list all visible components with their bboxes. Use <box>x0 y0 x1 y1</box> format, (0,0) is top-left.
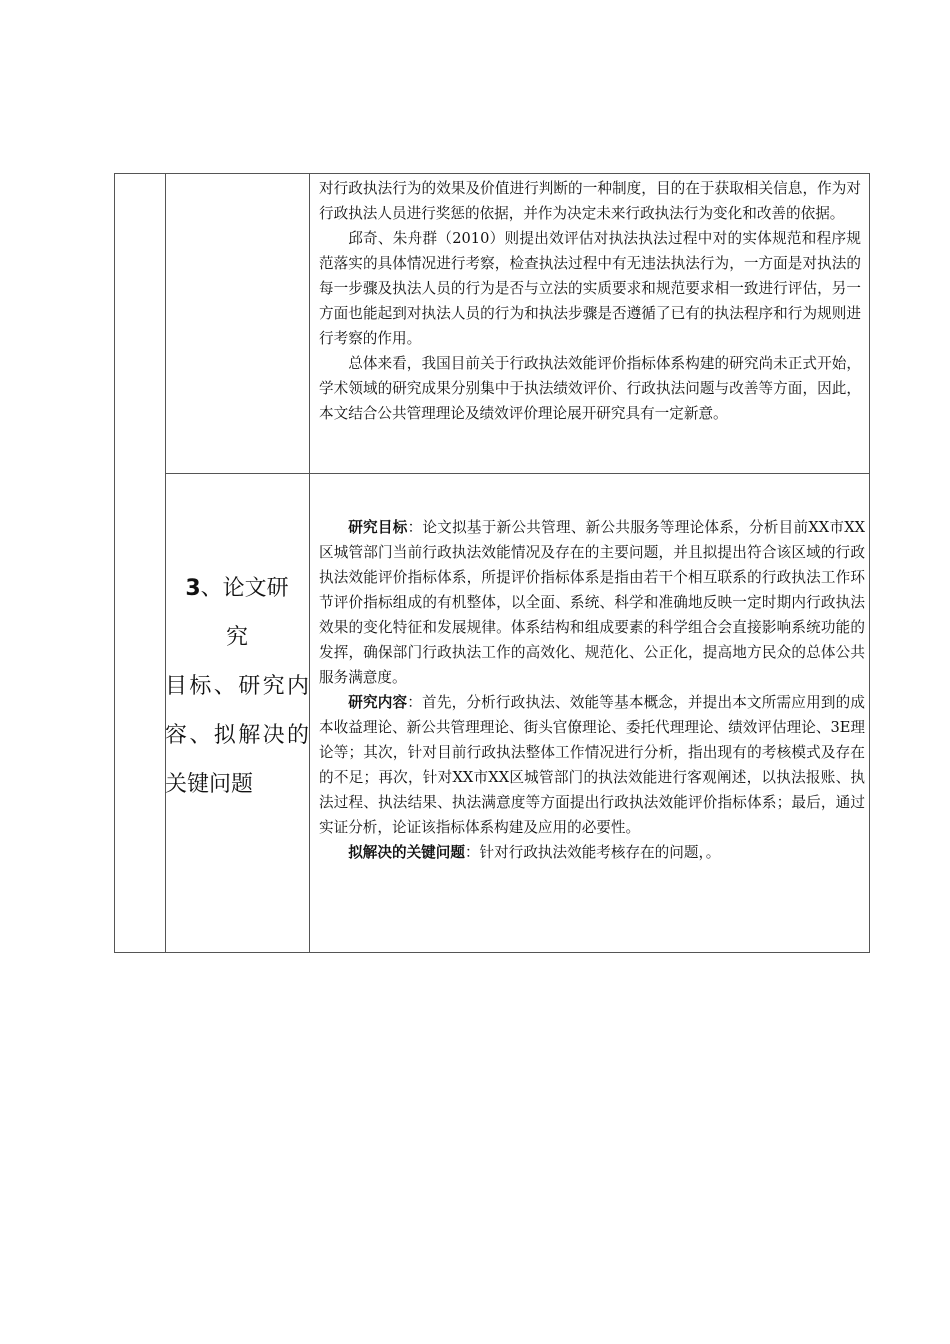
literature-review-cell <box>319 176 861 426</box>
research-goal-paragraph: 研究目标：论文拟基于新公共管理、新公共服务等理论体系，分析目前XX市XX区城管部门当前行政执法效能情况及存在的主要问题，并且拟提出符合该区域的行政执法效能评价指标体系，所提评价指标体系是指由若干个相互联系的行政执法工作环节评价指标组成的有机整体，以全面、系统、科学和准确地反映一定时期内行政执法效果的变化特征和发展规律。体系结构和组成要素的科学组合会直接影响系统功能的发挥，确保部门行政执法工作的高效化、规范化、公正化，提高地方民众的总体公共服务满意度。 <box>319 519 865 686</box>
review-paragraph: 总体来看，我国目前关于行政执法效能评价指标体系构建的研究尚未正式开始，学术领域的研究成果分别集中于执法绩效评价、行政执法问题与改善等方面，因此，本文结合公共管理理论及绩效评价理论展开研究具有一定新意。 <box>319 355 861 422</box>
section-3-heading-line: 究 <box>225 625 248 650</box>
section-number: 3 <box>185 576 201 601</box>
column-divider-2 <box>309 174 310 952</box>
section-3-heading-rest: 目标、研究内容、拟解决的关键问题 <box>165 674 309 797</box>
research-goals-cell <box>319 515 865 865</box>
research-goal-title: 研究目标 <box>348 519 408 536</box>
research-content-title: 研究内容 <box>348 694 408 711</box>
section-3-label <box>165 564 309 809</box>
research-content-paragraph: 研究内容：首先，分析行政执法、效能等基本概念，并提出本文所需应用到的成本收益理论、新公共管理理论、街头官僚理论、委托代理理论、绩效评估理论、3E理论等；其次，针对目前行政执法整体工作情况进行分析，指出现有的考核模式及存在的不足；再次，针对XX市XX区城管部门的执法效能进行客观阐述，以执法报账、执法过程、执法结果、执法满意度等方面提出行政执法效能评价指标体系；最后，通过实证分析，论证该指标体系构建及应用的必要性。 <box>319 694 865 836</box>
review-paragraph: 邱奇、朱舟群（2010）则提出效评估对执法执法过程中对的实体规范和程序规范落实的具体情况进行考察，检查执法过程中有无违法执法行为，一方面是对执法的每一步骤及执法人员的行为是否与立法的实质要求和规范要求相一致进行评估，另一方面也能起到对执法人员的行为和执法步骤是否遵循了已有的执法程序和行为规则进行考察的作用。 <box>319 230 861 347</box>
key-issue-title: 拟解决的关键问题 <box>348 844 465 861</box>
column-divider-1 <box>165 174 166 952</box>
proposal-table <box>114 173 870 953</box>
row-divider <box>165 473 869 474</box>
section-3-heading-line: 3、论文研 <box>185 576 289 601</box>
review-paragraph: 对行政执法行为的效果及价值进行判断的一种制度，目的在于获取相关信息，作为对行政执法人员进行奖惩的依据，并作为决定未来行政执法行为变化和改善的依据。 <box>319 180 861 222</box>
key-issue-paragraph: 拟解决的关键问题：针对行政执法效能考核存在的问题，。 <box>348 844 721 861</box>
